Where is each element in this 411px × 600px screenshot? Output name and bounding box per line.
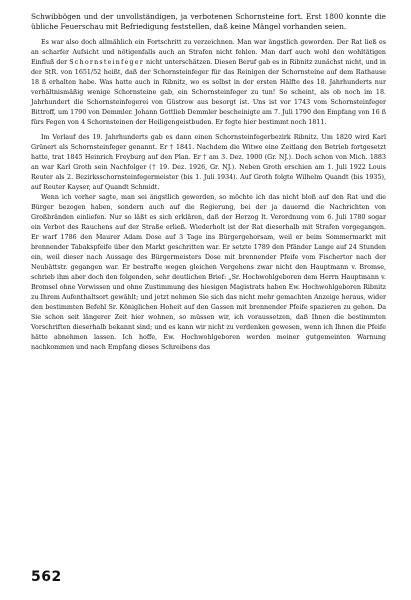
paragraph-4-part-1: Wenn ich vorher sagte, man sei ängstlich geworden, so möchte ich das nicht bloß auf den Rat und die Bürger bezogen haben, sondern auch auf die Regierung, bei der ja dauernd die Nachrichten von Großbränden einliefen. Nur so läßt es sich erklären, daß der Herzog lt. Verordnung vom 6. Juli 1780 sogar ein Verbot des Rauchens auf der Straße erließ. Wiederholt ist der Rat dieserhalb mit Strafen vorgegangen. Er warf 1786 den Maurer Adam Dose auf 3 Tage ins Bürgergehorsam, weil er beim Sommermarkt mit brennender Tabakspfeife über den Markt geschritten war. Er setzte 1789 den Pfänder Lange auf 24 Stunden ein, weil dieser nach Aussage des Bürgermeisters Dose mit brennender Pfeife vom Fischertor nach der Neubättstr. gegangen war. Er bestrafte wegen gleichen Vergehens zwar nicht den Hauptmann v. Bromse, schrieb ihm aber doch den folgenden, sehr deutlichen Brief: „Sr. Hochwohlgeboren dem Herrn Hauptmann v. Bromsel ohne Vorwissen und ohne Zustimmung des hiesigen Magistrats haben Ew. Hochwohlgeboren Ribnitz zu Ihrem Aufenthaltsort gewählt; und jetzt nehmen Sie sich das nicht mehr gemachten Anzeige heraus, wider den bestimmten Befehl Sr. Königlichen Hoheit auf den Gassen mit brennender Pfeife spazieren zu gehen. Da Sie schon seit längerer Zeit hier wohnen, so müssen wir, ich voraussetzen, daß Ihnen die bestimmten Vorschriften dieserhalb bekannt sind; und es kann wir nicht zu verdenken gewesen, wenn ich Ihnen die Pfeife hätte abnehmen lassen. Ich hoffe, Ew. Hochwohlgeboren werden meiner gutgemeinten Warnung nachkommen und nach Empfang dieses Schreibens das [31, 193, 386, 351]
paragraph-3 [31, 133, 386, 193]
paragraph-3-part-1: Im Verlauf des 19. Jahrhunderts gab es dann einen Schornsteinfegerbezirk Ribnitz. Um 1820 wird Karl Grünert als Schornsteinfeger genannt. Er † 1841. Nachdem die Witwe eine Zeitlang den Betrieb fortgesetzt hatte, trat 1845 Heinrich Freyburg auf den Plan. Er † am 3. Dez. 1900 (Gr. NJ.). Doch schon von Mich. 1883 an war Karl Groth sein Nachfolger († 19. Dez. 1926, Gr. NJ.). Neben Groth erschien am 1. Juli 1922 Louis Reuter als 2. Bezirksschornsteinfegermeister (bis 1. Juli 1934). Auf Groth folgte Wilhelm Quandt (bis 1935), auf Reuter Kayser, auf Quandt Schmidt. [31, 133, 386, 191]
paragraph-2-part-2-spaced: Schornsteinfeger [69, 58, 144, 66]
page-number: 562 [31, 569, 62, 585]
paragraph-4 [31, 193, 386, 353]
paragraph-2 [31, 38, 386, 128]
paragraph-2-part-1: Es war also doch allmählich ein Fortschritt zu verzeichnen. Man war ängstlich geworden. Der Rat ließ es an scharfer Aufsicht und nötigenfalls auch an Strafen nicht fehlen. Man darf auch wohl den wohltätigen Einfluß der [31, 38, 386, 66]
paragraph-1: Schwibbögen und der unvollständigen, ja verbotenen Schornsteine fort. Erst 1800 konnte die übliche Feuerschau mit Befriedigung feststellen, daß keine Mängel vorhanden seien. [31, 12, 386, 32]
paragraph-2-part-3: nicht unterschätzen. Diesen Beruf gab es in Ribnitz zunächst nicht, und in der StR. von 1651/52 heißt, daß der Schornsteinfeger für das Reinigen der Schornsteine auf dem Rathause 18 ß erhalten habe. Was hatte auch in Ribnitz, wo es selbst in der ersten Hälfte des 18. Jahrhunderts nur verhältnismäßig wenige Schornsteine gab, ein Schornsteinfeger zu tun! So scheint, als ob noch im 18. Jahrhundert die Schornsteinfegerei von Güstrow aus besorgt ist. Uns ist vor 1743 vom Schornsteinfeger Bittroff, um 1790 von Demmler. Johann Gottlieb Demmler bescheinigte am 7. Juli 1790 den Empfang von 16 ß fürs Fegen von 4 Schornsteinen der Heiligengeistbuden. Er fegte hier bestimmt noch 1811. [31, 58, 386, 126]
